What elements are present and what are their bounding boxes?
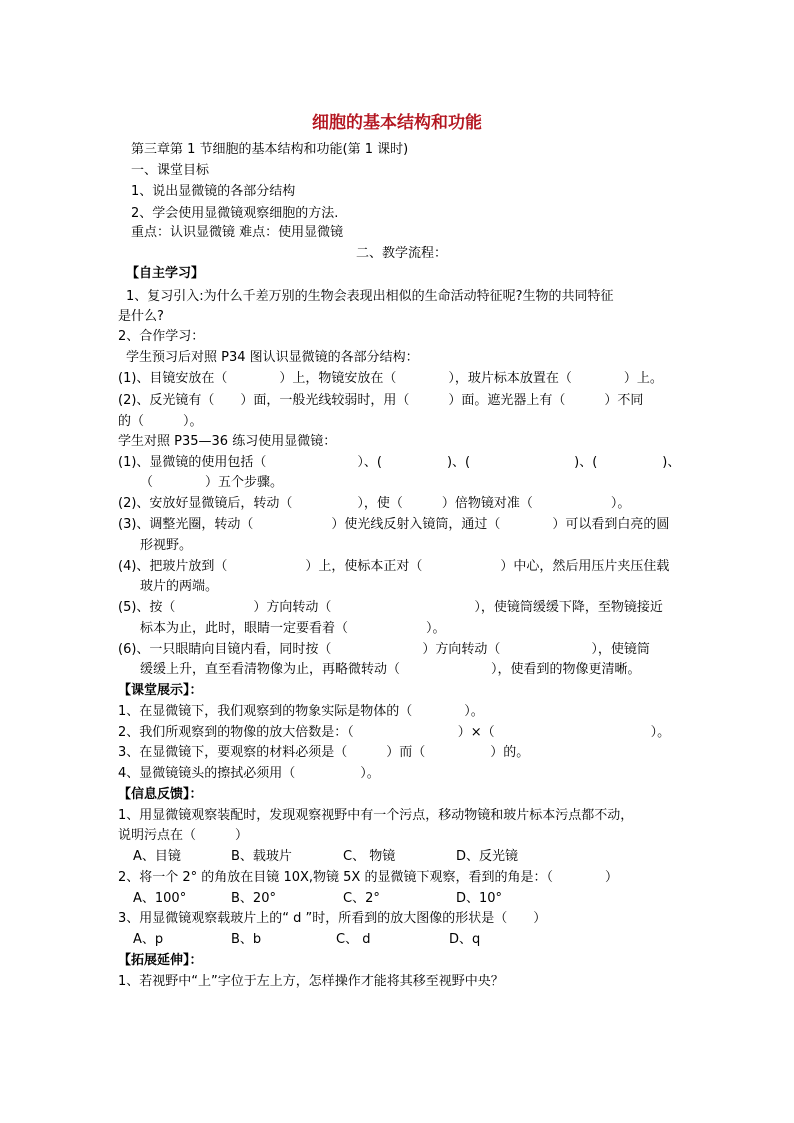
practice-q2: (2)、安放好显微镜后，转动（ ），使（ ）倍物镜对准（ ）。 [118,496,631,511]
feedback-heading: 【信息反馈】： [118,787,203,802]
structure-q1: (1)、目镜安放在（ ）上，物镜安放在（ ），玻片标本放置在（ ）上。 [118,371,663,386]
practice-q4-line-1: (4)、把玻片放到（ ）上，使标本正对（ ）中心，然后用压片夹压住载 [118,559,670,574]
feedback-q2: 2、将一个 2° 的角放在目镜 10X,物镜 5X 的显微镜下观察，看到的角是：（ ） [118,870,618,885]
key-points: 重点：认识显微镜 难点：使用显微镜 [131,225,344,240]
feedback-q1-option-d: D、反光镜 [456,849,519,864]
practice-intro: 学生对照 P35—36 练习使用显微镜： [118,434,337,449]
practice-q1-line-1: (1)、显微镜的使用包括（ ）、( )、( )、( )、 [118,455,681,470]
display-q2: 2、我们所观察到的物像的放大倍数是：（ ）×（ ）。 [118,725,671,740]
feedback-q3: 3、用显微镜观察载玻片上的“ d ”时，所看到的放大图像的形状是（ ） [118,911,547,926]
goal-2: 2、学会使用显微镜观察细胞的方法. [131,206,339,221]
feedback-q1-line-2: 说明污点在（ ） [118,828,249,843]
section-heading: 第三章第 1 节细胞的基本结构和功能(第 1 课时) [131,142,409,157]
feedback-q2-option-c: C、2° [343,891,380,906]
practice-q5-line-1: (5)、按（ ）方向转动（ ），使镜筒缓缓下降，至物镜接近 [118,600,663,615]
structure-q2-line-2: 的（ ）。 [118,414,203,429]
review-question-line-1: 1、复习引入:为什么千差万别的生物会表现出相似的生命活动特征呢?生物的共同特征 [126,289,614,304]
structure-q2-line-1: (2)、反光镜有（ ）面，一般光线较弱时，用（ ）面。遮光器上有（ ）不同 [118,393,644,408]
feedback-q3-option-b: B、b [231,932,262,947]
feedback-q2-option-a: A、100° [133,891,187,906]
structure-intro: 学生预习后对照 P34 图认识显微镜的各部分结构： [126,350,419,365]
practice-q1-line-2: （ ）五个步骤。 [140,475,284,490]
goal-1: 1、说出显微镜的各部分结构 [131,184,296,199]
display-q3: 3、在显微镜下，要观察的材料必须是（ ）而（ ）的。 [118,745,530,760]
feedback-q3-option-a: A、p [133,932,164,947]
feedback-q1-option-a: A、目镜 [133,849,181,864]
feedback-q2-option-d: D、10° [456,891,503,906]
process-heading: 二、教学流程： [356,246,448,261]
feedback-q2-option-b: B、20° [231,891,276,906]
review-question-line-2: 是什么? [118,309,164,324]
document-title: 细胞的基本结构和功能 [312,113,482,133]
feedback-q3-option-d: D、q [449,932,481,947]
practice-q6-line-2: 缓缓上升，直至看清物像为止，再略微转动（ ），使看到的物像更清晰。 [140,662,641,677]
display-q1: 1、在显微镜下，我们观察到的物象实际是物体的（ ）。 [118,704,484,719]
practice-q3-line-2: 形视野。 [140,538,193,553]
goals-heading: 一、课堂目标 [131,163,210,178]
cooperative-heading: 2、合作学习： [118,329,205,344]
practice-q4-line-2: 玻片的两端。 [140,579,219,594]
display-q4: 4、显微镜镜头的擦拭必须用（ ）。 [118,766,380,781]
feedback-q1-option-b: B、载玻片 [231,849,292,864]
feedback-q1-line-1: 1、用显微镜观察装配时，发现观察视野中有一个污点，移动物镜和玻片标本污点都不动， [118,808,634,823]
practice-q5-line-2: 标本为止，此时，眼睛一定要看着（ ）。 [140,621,446,636]
practice-q6-line-1: (6)、一只眼睛向目镜内看，同时按（ ）方向转动（ ），使镜筒 [118,642,650,657]
extension-q1: 1、若视野中“上”字位于左上方，怎样操作才能将其移至视野中央？ [118,974,504,989]
feedback-q1-option-c: C、 物镜 [343,849,396,864]
extension-heading: 【拓展延伸】： [118,953,203,968]
self-study-heading: 【自主学习】 [126,266,205,281]
feedback-q3-option-c: C、 d [336,932,371,947]
practice-q3-line-1: (3)、调整光圈，转动（ ）使光线反射入镜筒，通过（ ）可以看到白亮的圆 [118,517,670,532]
class-display-heading: 【课堂展示】： [118,683,203,698]
